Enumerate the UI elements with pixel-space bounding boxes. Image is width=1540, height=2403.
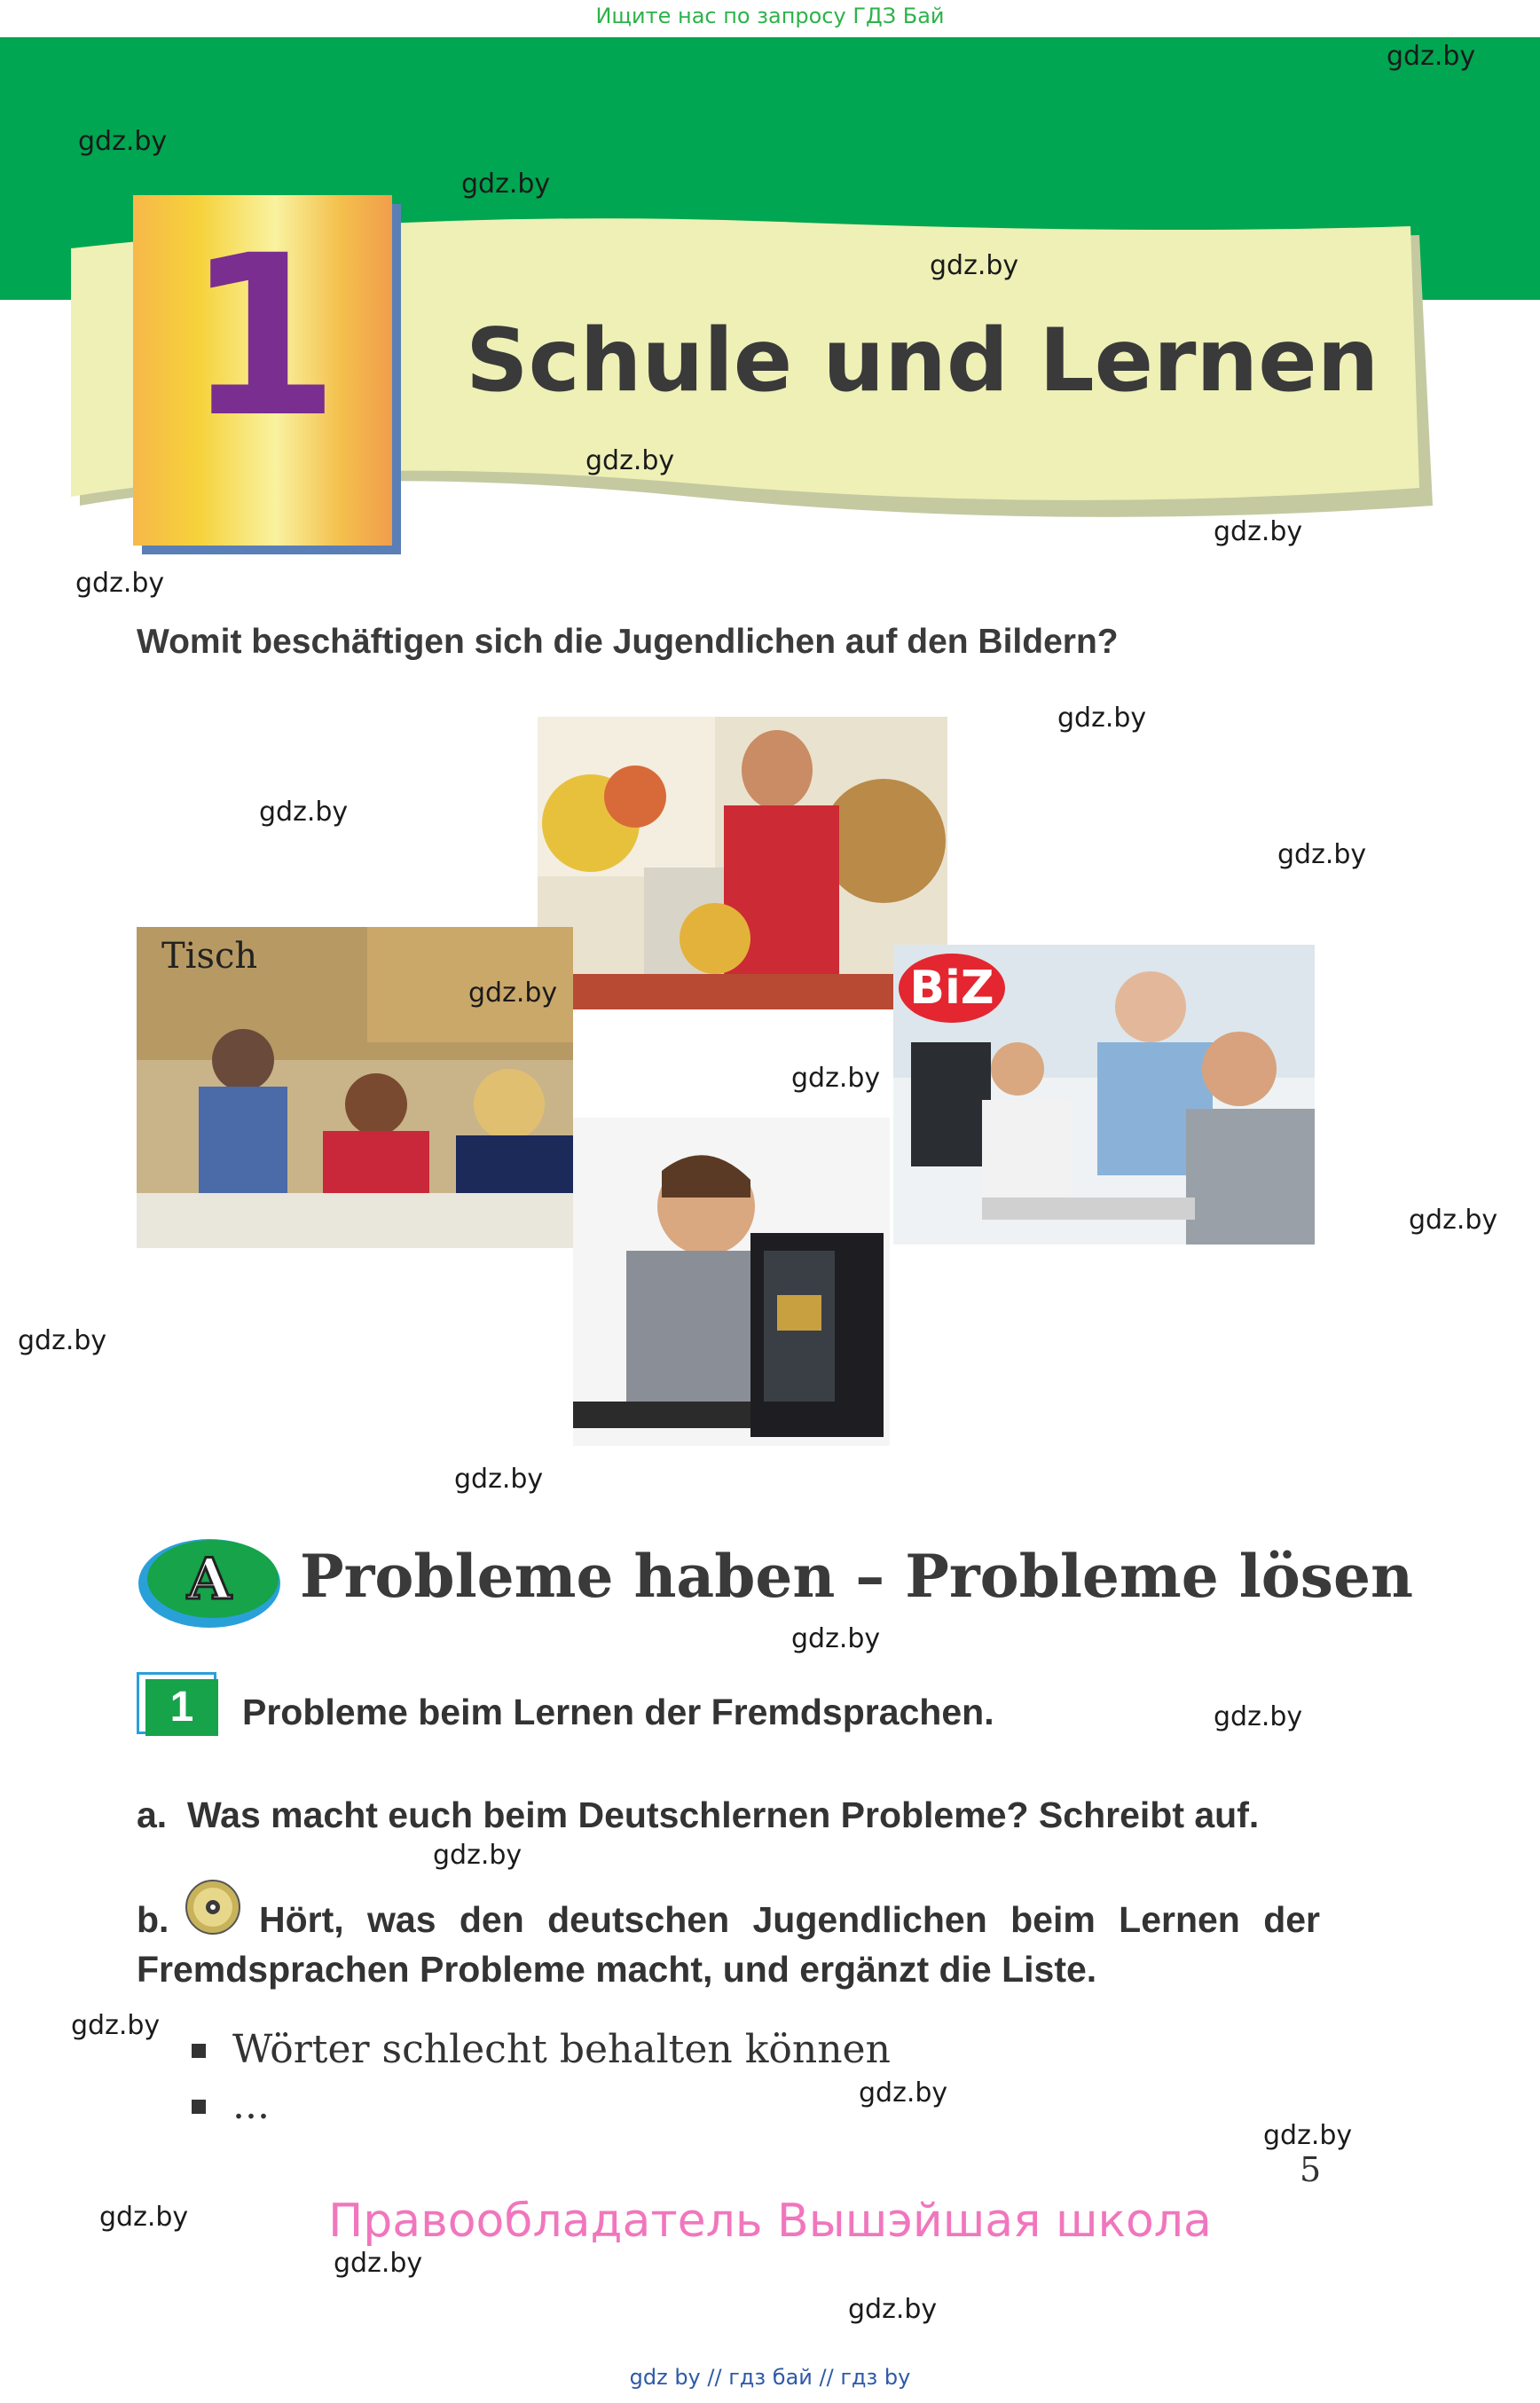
watermark: gdz.by: [585, 445, 675, 476]
section-letter: A: [187, 1546, 232, 1613]
photo-florist: [538, 717, 947, 1009]
section-title: Probleme haben – Probleme lösen: [300, 1542, 1413, 1611]
task-b-line2: Fremdsprachen Probleme macht, und ergänzt die Liste.: [137, 1949, 1097, 1990]
footer-links[interactable]: gdz by // гдз бай // гдз by: [629, 2365, 911, 2390]
watermark: gdz.by: [71, 2010, 161, 2041]
watermark: gdz.by: [848, 2294, 938, 2325]
task-b-line1: Hört, was den deutschen Jugendlichen beim Lernen der: [259, 1899, 1320, 1940]
watermark: gdz.by: [1214, 1701, 1303, 1732]
watermark: gdz.by: [433, 1840, 522, 1871]
bullet-marker: [192, 2044, 206, 2058]
watermark: gdz.by: [99, 2202, 189, 2233]
copyright-notice: Правообладатель Вышэйшая школа: [328, 2195, 1212, 2248]
biz-logo: BiZ: [899, 954, 1005, 1023]
watermark: gdz.by: [1409, 1205, 1498, 1236]
top-search-hint[interactable]: Ищите нас по запросу ГДЗ Бай: [595, 4, 945, 28]
bullet-marker: [192, 2100, 206, 2114]
exercise-title: Probleme beim Lernen der Fremdsprachen.: [242, 1692, 994, 1732]
watermark: gdz.by: [859, 2077, 948, 2109]
watermark: gdz.by: [78, 126, 168, 157]
watermark: gdz.by: [334, 2248, 423, 2279]
page-number: 5: [1300, 2150, 1322, 2189]
watermark: gdz.by: [1277, 839, 1367, 870]
list-item: Wörter schlecht behalten können: [232, 2027, 891, 2072]
watermark: gdz.by: [18, 1325, 107, 1356]
watermark: gdz.by: [75, 568, 165, 599]
photo-computer-repair: [573, 1118, 890, 1446]
chapter-number: 1: [185, 208, 340, 466]
exercise-number-box: [137, 1672, 218, 1736]
watermark: gdz.by: [461, 169, 551, 200]
exercise-number: 1: [145, 1679, 218, 1736]
task-b-prefix: b.: [137, 1899, 169, 1940]
watermark: gdz.by: [259, 797, 349, 828]
watermark: gdz.by: [1387, 41, 1476, 72]
watermark: gdz.by: [930, 250, 1019, 281]
watermark: gdz.by: [468, 978, 558, 1009]
photo-biz-office: [893, 945, 1315, 1245]
list-item: ...: [232, 2083, 270, 2128]
chapter-title: Schule und Lernen: [466, 310, 1379, 412]
section-a-badge: [137, 1535, 282, 1629]
watermark: gdz.by: [1263, 2120, 1353, 2151]
task-a: a. Was macht euch beim Deutschlernen Probleme? Schreibt auf.: [137, 1794, 1260, 1835]
intro-question: Womit beschäftigen sich die Jugendlichen auf den Bildern?: [137, 623, 1119, 661]
watermark: gdz.by: [791, 1063, 881, 1094]
watermark: gdz.by: [1214, 516, 1303, 547]
audio-cd-icon[interactable]: [185, 1879, 241, 1936]
watermark: gdz.by: [454, 1464, 544, 1495]
watermark: gdz.by: [1057, 703, 1147, 734]
classroom-label: Tisch: [161, 936, 258, 977]
photo-classroom: [137, 927, 573, 1248]
watermark: gdz.by: [791, 1623, 881, 1654]
